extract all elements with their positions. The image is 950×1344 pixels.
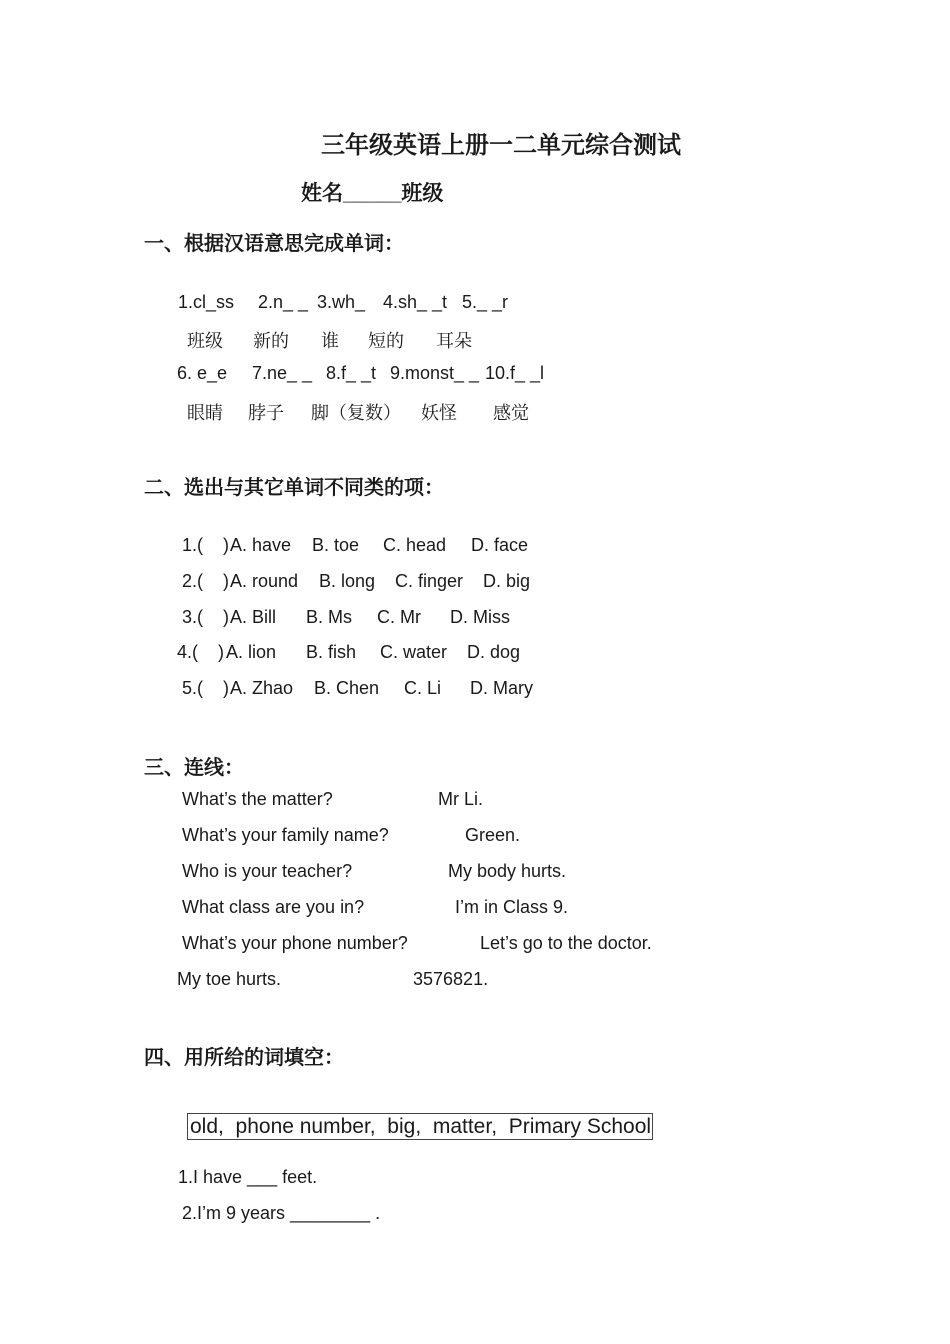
s1-word-1: 1.cl_ss [178, 292, 235, 312]
s1-word-6: 6. e_e [177, 363, 228, 383]
s1-word-9: 9.monst_ _ [390, 363, 480, 383]
s2-item-5-a: A. Zhao [230, 678, 294, 698]
s2-item-5-d: D. Mary [470, 678, 533, 698]
page-title: 三年级英语上册一二单元综合测试 [321, 132, 681, 159]
s2-item-5-b: B. Chen [314, 678, 380, 698]
section4-heading: 四、用所给的词填空： [144, 1047, 344, 1069]
s1-cn-4: 短的 [368, 331, 404, 351]
s1-word-8: 8.f_ _t [326, 363, 377, 383]
section2-heading: 二、选出与其它单词不同类的项： [144, 477, 444, 499]
s2-item-3-d: D. Miss [450, 607, 510, 627]
s2-item-3-num: 3.( ) [182, 607, 230, 627]
s1-cn-3: 谁 [321, 331, 339, 351]
s2-item-1-d: D. face [471, 535, 529, 555]
s2-item-5-num: 5.( ) [182, 678, 230, 698]
s1-cn-9: 妖怪 [421, 403, 457, 423]
s1-cn-8: 脚（复数） [311, 403, 401, 423]
s2-item-1-c: C. head [383, 535, 447, 555]
s3-left-4: What class are you in? [182, 897, 365, 917]
s1-word-4: 4.sh_ _t [383, 292, 448, 312]
word-bank-box: old, phone number, big, matter, Primary School [187, 1113, 653, 1140]
s2-item-1-b: B. toe [312, 535, 360, 555]
s1-word-7: 7.ne_ _ [252, 363, 313, 383]
section1-heading: 一、根据汉语意思完成单词： [144, 233, 404, 255]
s2-item-2-c: C. finger [395, 571, 464, 591]
s3-right-1: Mr Li. [438, 789, 483, 809]
name-class-line: 姓名_____班级 [301, 182, 444, 205]
s2-item-4-a: A. lion [226, 642, 277, 662]
s3-left-2: What’s your family name? [182, 825, 389, 845]
s1-cn-6: 眼睛 [187, 403, 223, 423]
s2-item-4-b: B. fish [306, 642, 357, 662]
s3-left-6: My toe hurts. [177, 969, 282, 989]
s3-right-3: My body hurts. [448, 861, 567, 881]
s3-right-4: I’m in Class 9. [455, 897, 569, 917]
s3-left-5: What’s your phone number? [182, 933, 408, 953]
s2-item-1-num: 1.( ) [182, 535, 230, 555]
s2-item-4-c: C. water [380, 642, 448, 662]
s1-cn-10: 感觉 [493, 403, 529, 423]
s2-item-4-num: 4.( ) [177, 642, 225, 662]
s2-item-2-num: 2.( ) [182, 571, 230, 591]
s3-left-3: Who is your teacher? [182, 861, 353, 881]
s1-word-3: 3.wh_ [317, 292, 366, 312]
s1-word-10: 10.f_ _l [485, 363, 545, 383]
s1-cn-2: 新的 [253, 331, 289, 351]
s2-item-5-c: C. Li [404, 678, 442, 698]
s2-item-1-a: A. have [230, 535, 292, 555]
s1-word-5: 5._ _r [462, 292, 509, 312]
s2-item-3-b: B. Ms [306, 607, 353, 627]
s2-item-2-a: A. round [230, 571, 299, 591]
s2-item-3-c: C. Mr [377, 607, 421, 627]
s4-item-2: 2.I’m 9 years ________ . [182, 1203, 381, 1223]
s1-cn-5: 耳朵 [436, 331, 472, 351]
s3-left-1: What’s the matter? [182, 789, 333, 809]
s2-item-4-d: D. dog [467, 642, 521, 662]
s3-right-5: Let’s go to the doctor. [480, 933, 652, 953]
section3-heading: 三、连线： [144, 757, 244, 779]
s3-right-6: 3576821. [413, 969, 489, 989]
s1-cn-1: 班级 [187, 331, 223, 351]
s2-item-3-a: A. Bill [230, 607, 277, 627]
s1-word-2: 2.n_ _ [258, 292, 309, 312]
s3-right-2: Green. [465, 825, 521, 845]
s4-item-1: 1.I have ___ feet. [178, 1167, 318, 1187]
s1-cn-7: 脖子 [248, 403, 284, 423]
s2-item-2-d: D. big [483, 571, 531, 591]
s2-item-2-b: B. long [319, 571, 376, 591]
